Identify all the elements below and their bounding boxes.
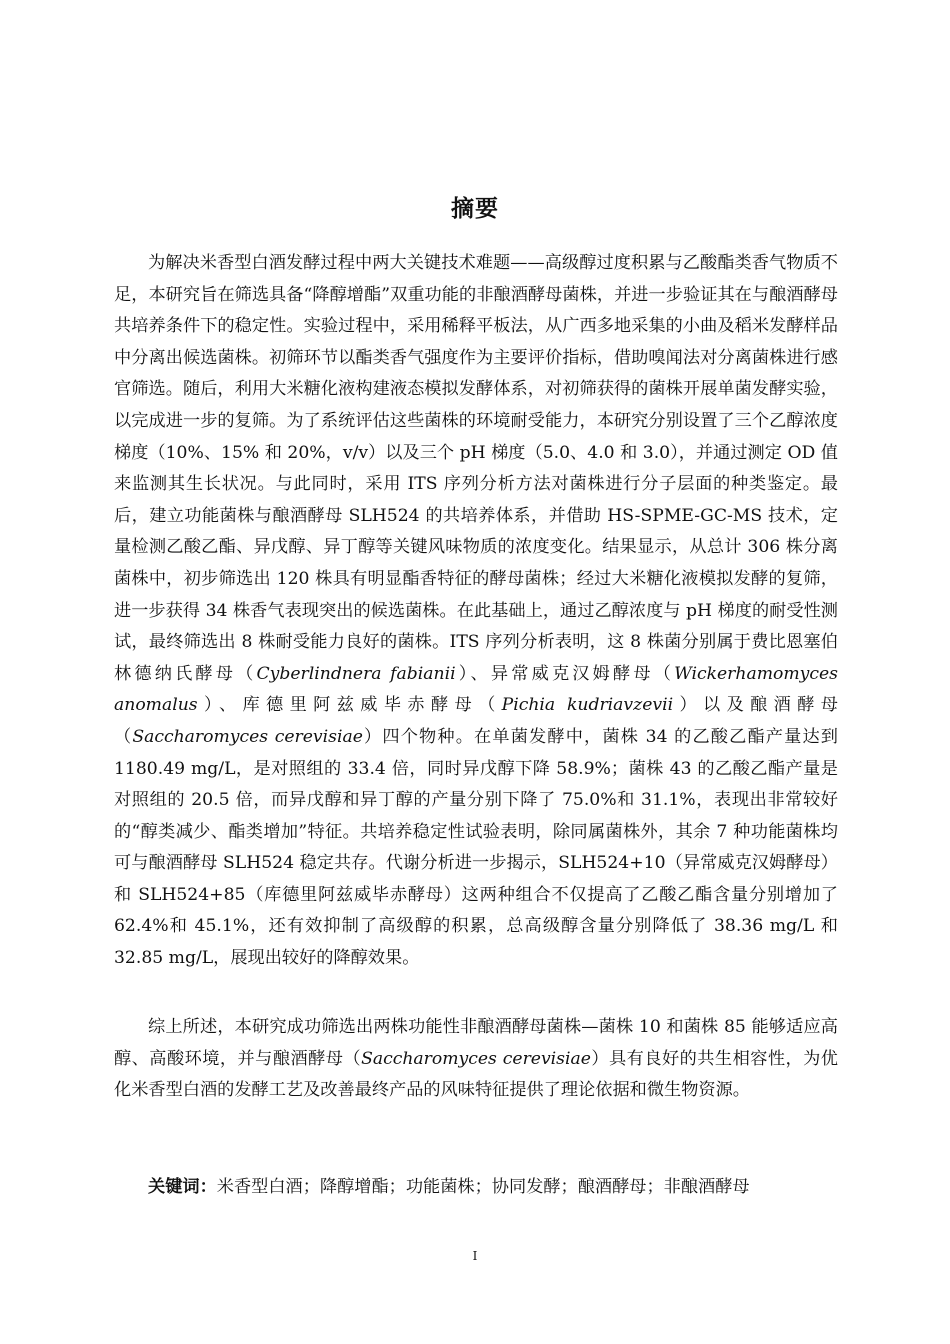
species-name: Pichia kudriavzevii [501, 695, 674, 716]
species-name: Wickerhamomyces anomalus [114, 663, 838, 716]
keywords-line [148, 1172, 848, 1204]
text-run: 综上所述，本研究成功筛选出两株功能性非酿酒酵母菌株—菌株 10 和菌株 85 能够适应高醇、高酸环境，并与酿酒酵母（ [114, 1017, 838, 1069]
abstract-paragraph-1 [114, 248, 838, 975]
abstract-paragraph-2 [114, 1012, 838, 1107]
species-name: Saccharomyces cerevisiae [361, 1048, 591, 1069]
keywords-text: 米香型白酒；降醇增酯；功能菌株；协同发酵；酿酒酵母；非酿酒酵母 [216, 1177, 750, 1197]
abstract-title: 摘要 [451, 196, 499, 222]
text-run: ）四个物种。在单菌发酵中，菌株 34 的乙酸乙酯产量达到 1180.49 mg/L，是对照组的 33.4 倍，同时异戊醇下降 58.9%；菌株 43 的乙酸乙酯产量是对照组的 20.5 倍，而异戊醇和异丁醇的产量分别下降了 75.0%和 31.1%，表现出非常较好的“醇类减少、酯类增加”特征。共培养稳定性试验表明，除同属菌株外，其余 7 种功能菌株均可与酿酒酵母 SLH524 稳定共存。代谢分析进一步揭示，SLH524+10（异常威克汉姆酵母）和 SLH524+85（库德里阿兹威毕赤酵母）这两种组合不仅提高了乙酸乙酯含量分别增加了 62.4%和 45.1%，还有效抑制了高级醇的积累，总高级醇含量分别降低了 38.36 mg/L 和 32.85 mg/L，展现出较好的降醇效果。 [114, 726, 838, 969]
text-run: 为解决米香型白酒发酵过程中两大关键技术难题——高级醇过度积累与乙酸酯类香气物质不足，本研究旨在筛选具备“降醇增酯”双重功能的非酿酒酵母菌株，并进一步验证其在与酿酒酵母共培养条件下的稳定性。实验过程中，采用稀释平板法，从广西多地采集的小曲及稻米发酵样品中分离出候选菌株。初筛环节以酯类香气强度作为主要评价指标，借助嗅闻法对分离菌株进行感官筛选。随后，利用大米糖化液构建液态模拟发酵体系，对初筛获得的菌株开展单菌发酵实验，以完成进一步的复筛。为了系统评估这些菌株的环境耐受能力，本研究分别设置了三个乙醇浓度梯度（10%、15% 和 20%，v/v）以及三个 pH 梯度（5.0、4.0 和 3.0），并通过测定 OD 值来监测其生长状况。与此同时，采用 ITS 序列分析方法对菌株进行分子层面的种类鉴定。最后，建立功能菌株与酿酒酵母 SLH524 的共培养体系，并借助 HS-SPME-GC-MS 技术，定量检测乙酸乙酯、异戊醇、异丁醇等关键风味物质的浓度变化。结果显示，从总计 306 株分离菌株中，初步筛选出 120 株具有明显酯香特征的酵母菌株；经过大米糖化液模拟发酵的复筛，进一步获得 34 株香气表现突出的候选菌株。在此基础上，通过乙醇浓度与 pH 梯度的耐受性测试，最终筛选出 8 株耐受能力良好的菌株。ITS 序列分析表明，这 8 株菌分别属于费比恩塞伯林德纳氏酵母（ [114, 253, 838, 684]
page-number: I [472, 1249, 478, 1263]
text-run: ）具有良好的共生相容性，为优化米香型白酒的发酵工艺及改善最终产品的风味特征提供了理论依据和微生物资源。 [114, 1048, 838, 1101]
species-name: Saccharomyces cerevisiae [132, 726, 363, 747]
paragraph-text [114, 1012, 838, 1107]
keywords-label: 关键词： [148, 1177, 217, 1197]
text-run: ）以及酿酒酵母（ [114, 695, 838, 747]
text-run: ）、库德里阿兹威毕赤酵母（ [197, 695, 502, 716]
paragraph-text [114, 248, 838, 975]
text-run: ）、异常威克汉姆酵母（ [455, 663, 675, 684]
species-name: Cyberlindnera fabianii [256, 663, 456, 684]
